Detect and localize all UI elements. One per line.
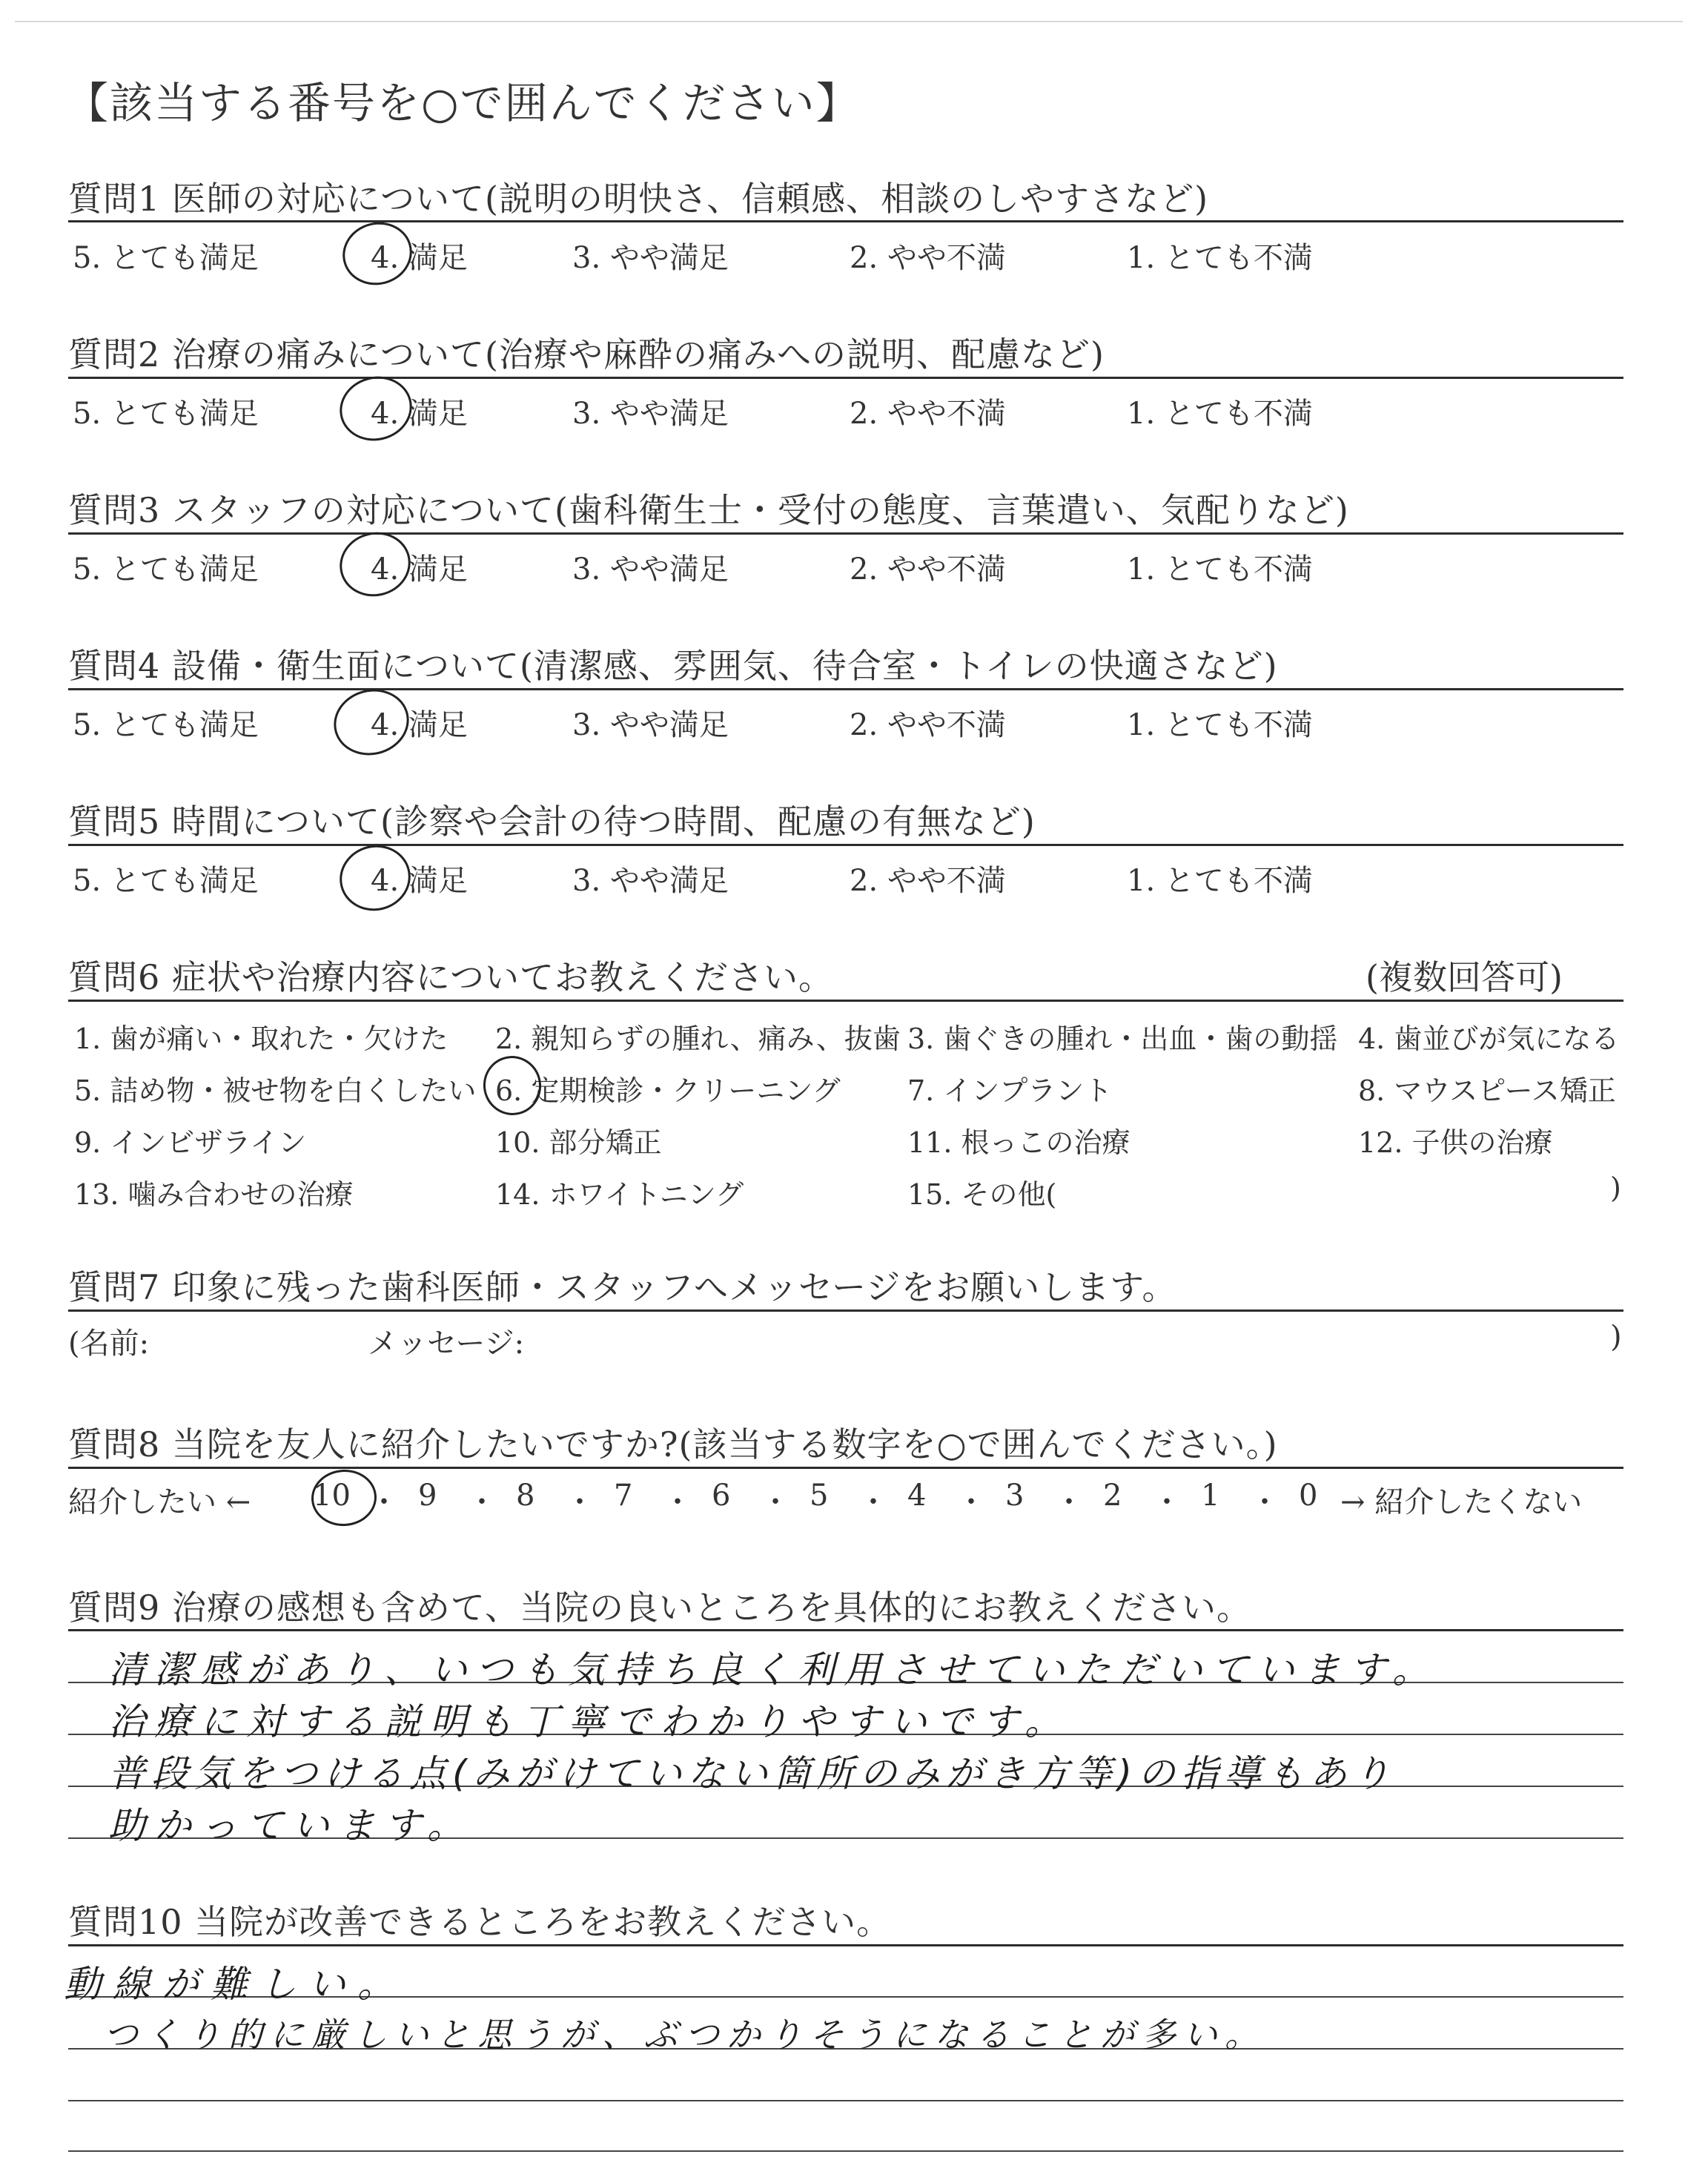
q2-option-1[interactable]: 1. とても不満	[1127, 397, 1313, 431]
q6-multiple-note: (複数回答可)	[1366, 957, 1563, 997]
q10-answer-line-4	[68, 2150, 1623, 2152]
q3-option-3[interactable]: 3. やや満足	[572, 552, 729, 587]
q7-close-paren: )	[1610, 1320, 1622, 1354]
q4-option-3[interactable]: 3. やや満足	[572, 708, 729, 742]
q5-option-4[interactable]: 4. 満足	[371, 864, 468, 898]
q2-option-5[interactable]: 5. とても満足	[73, 397, 259, 431]
q4-label: 質問4 設備・衛生面について(清潔感、雰囲気、待合室・トイレの快適さなど)	[68, 646, 1278, 686]
scan-edge	[15, 21, 1683, 22]
q6-other-close-paren: )	[1610, 1172, 1621, 1204]
q8-scale-option-10[interactable]: 10	[313, 1479, 351, 1513]
q6-option-14[interactable]: 14. ホワイトニング	[495, 1178, 744, 1211]
q3-label: 質問3 スタッフの対応について(歯科衛生士・受付の態度、言葉遣い、気配りなど)	[68, 490, 1349, 530]
q8-scale-option-8[interactable]: 8	[516, 1479, 535, 1513]
page-title: 【該当する番号を○で囲んでください】	[65, 78, 861, 128]
q3-rule	[68, 532, 1623, 535]
q7-rule	[68, 1309, 1623, 1312]
q1-option-2[interactable]: 2. やや不満	[850, 241, 1006, 275]
q8-scale-separator: ・	[1152, 1485, 1182, 1519]
q8-scale-option-1[interactable]: 1	[1201, 1479, 1220, 1513]
q5-option-1[interactable]: 1. とても不満	[1127, 864, 1313, 898]
q3-option-1[interactable]: 1. とても不満	[1127, 552, 1313, 587]
q10-rule	[68, 1944, 1623, 1946]
q6-label: 質問6 症状や治療内容についてお教えください。	[68, 957, 833, 997]
q8-rule	[68, 1467, 1623, 1469]
q3-selection-circle	[333, 525, 417, 604]
q6-option-12[interactable]: 12. 子供の治療	[1358, 1126, 1553, 1159]
q6-option-13[interactable]: 13. 噛み合わせの治療	[74, 1178, 354, 1211]
q10-answer-line-3	[68, 2100, 1623, 2101]
q6-option-3[interactable]: 3. 歯ぐきの腫れ・出血・歯の動揺	[907, 1023, 1338, 1055]
q5-option-2[interactable]: 2. やや不満	[850, 864, 1006, 898]
q9-answer-text-2: 治療に対する説明も丁寧でわかりやすいです。	[108, 1700, 1070, 1743]
q10-answer-text-1: 動線が難しい。	[64, 1963, 406, 2006]
q4-option-1[interactable]: 1. とても不満	[1127, 708, 1313, 742]
q6-option-8[interactable]: 8. マウスピース矯正	[1358, 1074, 1616, 1107]
q4-rule	[68, 688, 1623, 690]
q8-scale-option-3[interactable]: 3	[1005, 1479, 1025, 1513]
q8-scale-separator: ・	[858, 1485, 888, 1519]
q9-answer-text-1: 清潔感があり、いつも気持ち良く利用させていただいています。	[108, 1648, 1438, 1691]
q8-scale-option-7[interactable]: 7	[614, 1479, 633, 1513]
q4-option-4[interactable]: 4. 満足	[371, 708, 468, 742]
q5-option-5[interactable]: 5. とても満足	[73, 864, 259, 898]
q10-answer-text-2: つくり的に厳しいと思うが、ぶつかりそうになることが多い。	[104, 2015, 1266, 2055]
q7-message-label: メッセージ:	[368, 1327, 525, 1361]
q1-option-3[interactable]: 3. やや満足	[572, 241, 729, 275]
q6-option-9[interactable]: 9. インビザライン	[74, 1126, 307, 1159]
q1-label: 質問1 医師の対応について(説明の明快さ、信頼感、相談のしやすさなど)	[68, 179, 1209, 219]
q6-option-11[interactable]: 11. 根っこの治療	[907, 1126, 1131, 1159]
q2-option-3[interactable]: 3. やや満足	[572, 397, 729, 431]
q5-option-3[interactable]: 3. やや満足	[572, 864, 729, 898]
q8-scale-option-6[interactable]: 6	[712, 1479, 731, 1513]
q7-name-label: (名前:	[68, 1327, 150, 1361]
q1-option-1[interactable]: 1. とても不満	[1127, 241, 1313, 275]
q6-option-7[interactable]: 7. インプラント	[907, 1074, 1113, 1107]
q1-option-5[interactable]: 5. とても満足	[73, 241, 259, 275]
q2-option-2[interactable]: 2. やや不満	[850, 397, 1006, 431]
q6-option-4[interactable]: 4. 歯並びが気になる	[1358, 1023, 1620, 1055]
q8-scale-separator: ・	[467, 1485, 497, 1519]
q8-scale-separator: ・	[663, 1485, 692, 1519]
q4-option-2[interactable]: 2. やや不満	[850, 708, 1006, 742]
q9-label: 質問9 治療の感想も含めて、当院の良いところを具体的にお教えください。	[68, 1588, 1251, 1628]
q4-selection-circle	[327, 681, 416, 763]
q5-selection-circle	[333, 838, 417, 919]
q6-option-10[interactable]: 10. 部分矯正	[495, 1126, 662, 1159]
q8-scale-separator: ・	[956, 1485, 986, 1519]
q9-answer-text-3: 普段気をつける点(みがけていない箇所のみがき方等)の指導もあり	[108, 1752, 1397, 1795]
q3-option-5[interactable]: 5. とても満足	[73, 552, 259, 587]
q10-label: 質問10 当院が改善できるところをお教えください。	[68, 1902, 892, 1942]
q8-label: 質問8 当院を友人に紹介したいですか?(該当する数字を○で囲んでください。)	[68, 1424, 1278, 1464]
q1-rule	[68, 220, 1623, 222]
q8-scale-option-5[interactable]: 5	[810, 1479, 829, 1513]
q8-scale-separator: ・	[369, 1485, 399, 1519]
q6-rule	[68, 1000, 1623, 1002]
q3-option-4[interactable]: 4. 満足	[371, 552, 468, 587]
q8-scale-option-0[interactable]: 0	[1299, 1479, 1318, 1513]
q8-scale-option-2[interactable]: 2	[1103, 1479, 1122, 1513]
q8-scale-separator: ・	[1250, 1485, 1280, 1519]
q8-scale-option-9[interactable]: 9	[418, 1479, 437, 1513]
q6-option-1[interactable]: 1. 歯が痛い・取れた・欠けた	[74, 1023, 448, 1055]
q8-scale-separator: ・	[1054, 1485, 1084, 1519]
q8-scale-option-4[interactable]: 4	[907, 1479, 927, 1513]
q8-selection-circle	[309, 1467, 378, 1528]
q9-rule	[68, 1629, 1623, 1631]
q8-scale-separator: ・	[761, 1485, 790, 1519]
q6-option-15[interactable]: 15. その他(	[907, 1178, 1057, 1211]
q9-answer-text-4: 助かっています。	[108, 1804, 473, 1847]
q2-rule	[68, 377, 1623, 379]
q6-option-6[interactable]: 6. 定期検診・クリーニング	[495, 1074, 841, 1107]
q8-left-label: 紹介したい ←	[68, 1485, 251, 1519]
q2-option-4[interactable]: 4. 満足	[371, 397, 468, 431]
q6-selection-circle	[477, 1050, 547, 1121]
q2-selection-circle	[333, 369, 419, 448]
q5-label: 質問5 時間について(診察や会計の待つ時間、配慮の有無など)	[68, 802, 1036, 842]
q1-selection-circle	[336, 215, 419, 292]
q7-label: 質問7 印象に残った歯科医師・スタッフへメッセージをお願いします。	[68, 1267, 1177, 1307]
q8-scale-separator: ・	[565, 1485, 595, 1519]
q4-option-5[interactable]: 5. とても満足	[73, 708, 259, 742]
q3-option-2[interactable]: 2. やや不満	[850, 552, 1006, 587]
q2-label: 質問2 治療の痛みについて(治療や麻酔の痛みへの説明、配慮など)	[68, 334, 1105, 374]
q1-option-4[interactable]: 4. 満足	[371, 241, 468, 275]
q5-rule	[68, 844, 1623, 846]
q8-right-label: → 紹介したくない	[1340, 1485, 1583, 1519]
q6-option-2[interactable]: 2. 親知らずの腫れ、痛み、抜歯	[495, 1023, 901, 1055]
q6-option-5[interactable]: 5. 詰め物・被せ物を白くしたい	[74, 1074, 477, 1107]
